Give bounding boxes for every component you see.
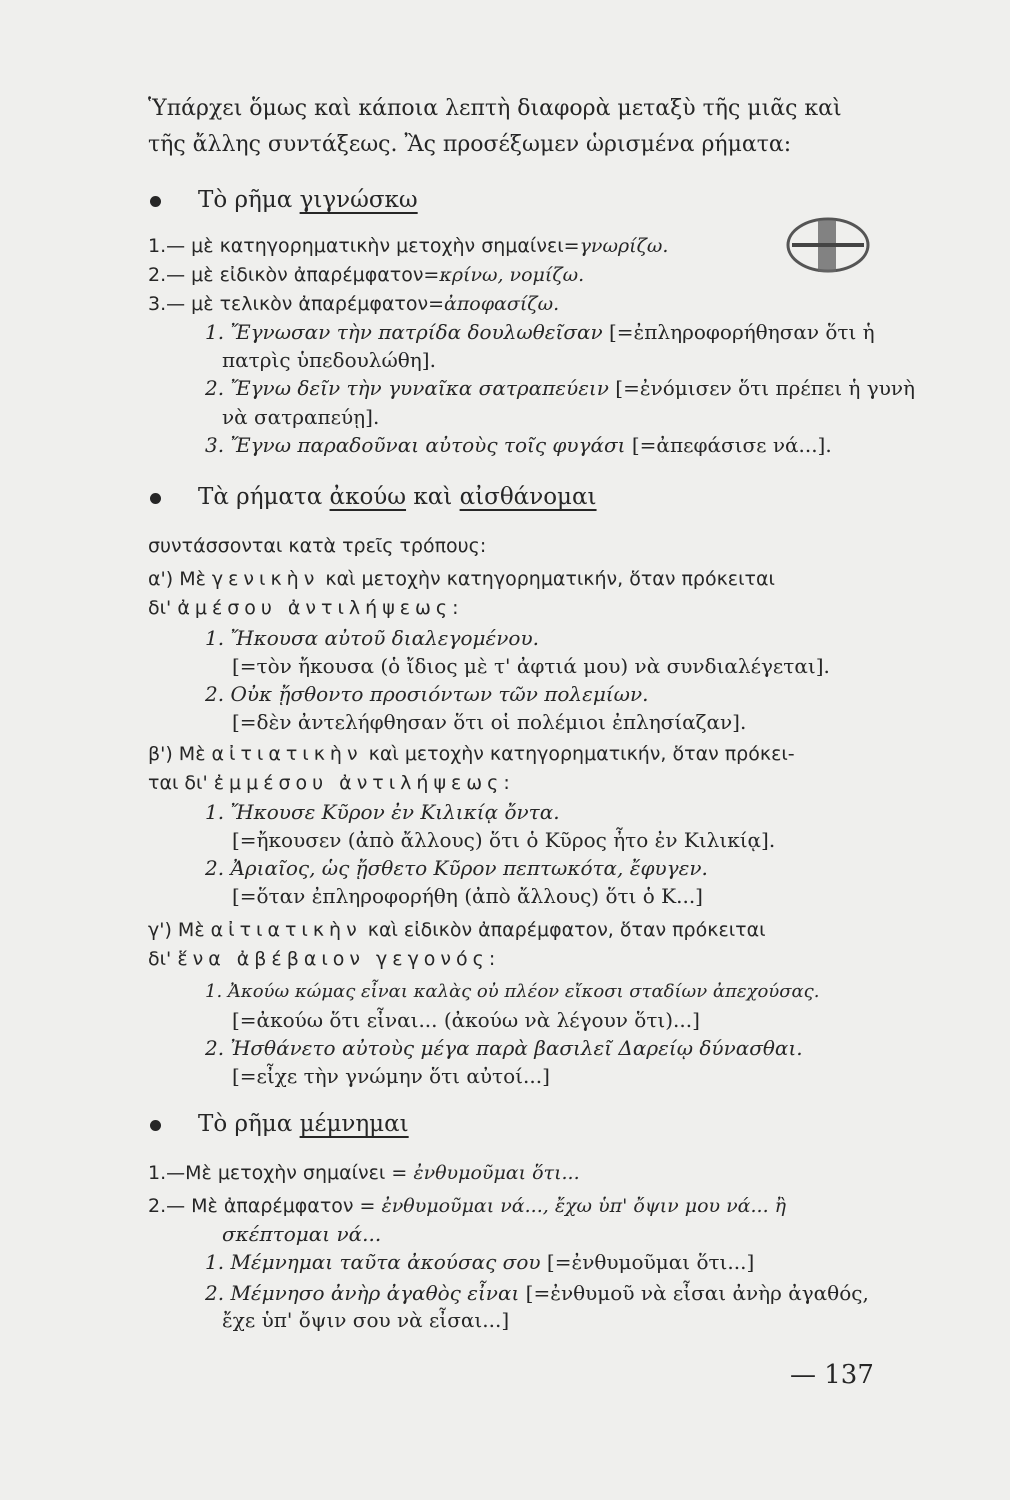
case-a-translation-1: [=τὸν ἤκουσα (ὁ ἴδιος μὲ τ' ἀφτιά μου) νὰ συνδιαλέγεται].	[232, 654, 830, 678]
section-heading-gignosko	[198, 186, 418, 214]
case-b-line-1: β') Μὲ αἰτιατικὴν καὶ μετοχὴν κατηγορηματικήν, ὅταν πρόκει-	[148, 743, 795, 765]
memnemai-meaning-1: 1.—Μὲ μετοχὴν σημαίνει = ἐνθυμοῦμαι ὅτι...	[148, 1162, 580, 1184]
case-c-translation-2: [=εἶχε τὴν γνώμην ὅτι αὐτοί...]	[232, 1064, 550, 1088]
case-a-line-1: α') Μὲ γενικὴν καὶ μετοχὴν κατηγορηματικήν, ὅταν πρόκειται	[148, 568, 775, 590]
bullet-icon	[150, 493, 161, 504]
case-c-example-1: 1. Ἀκούω κώμας εἶναι καλὰς οὐ πλέον εἴκοσι σταδίων ἀπεχούσας.	[205, 981, 820, 1002]
page-number: — 137	[790, 1360, 874, 1390]
meaning-1: 1.— μὲ κατηγορηματικὴν μετοχὴν σημαίνει=γνωρίζω.	[148, 235, 669, 257]
case-a-translation-2: [=δὲν ἀντελήφθησαν ὅτι οἱ πολέμιοι ἐπλησίαζαν].	[232, 710, 747, 734]
section-2-intro: συντάσσονται κατὰ τρεῖς τρόπους:	[148, 535, 487, 557]
meaning-2: 2.— μὲ εἰδικὸν ἀπαρέμφατον=κρίνω, νομίζω.	[148, 264, 585, 286]
case-a-example-2: 2. Οὐκ ᾔσθοντο προσιόντων τῶν πολεμίων.	[205, 682, 649, 706]
example-2: 2. Ἔγνω δεῖν τὴν γυναῖκα σατραπεύειν [=ἐνόμισεν ὅτι πρέπει ἡ γυνὴ	[205, 376, 916, 400]
section-heading-memnemai: Τὸ ρῆμα μέμνημαι	[198, 1111, 409, 1137]
bullet-icon	[150, 1120, 161, 1131]
bullet-icon	[150, 196, 161, 207]
example-1-cont: πατρὶς ὑπεδουλώθη].	[222, 348, 436, 372]
case-b-example-2: 2. Ἀριαῖος, ὡς ᾔσθετο Κῦρον πεπτωκότα, ἔφυγεν.	[205, 856, 708, 880]
case-c-line-2: δι' ἕνα ἀβέβαιον γεγονός:	[148, 948, 501, 970]
verb-gignosko: γιγνώσκω	[299, 187, 418, 213]
memnemai-meaning-2-cont: σκέπτομαι νά...	[222, 1222, 382, 1246]
case-b-translation-2: [=ὅταν ἐπληροφορήθη (ἀπὸ ἄλλους) ὅτι ὁ Κ...]	[232, 884, 703, 908]
case-b-line-2: ται δι' ἐμμέσου ἀντιλήψεως:	[148, 772, 515, 794]
memnemai-example-1: 1. Μέμνημαι ταῦτα ἀκούσας σου [=ἐνθυμοῦμαι ὅτι...]	[205, 1250, 755, 1274]
case-c-line-1: γ') Μὲ αἰτιατικὴν καὶ εἰδικὸν ἀπαρέμφατον, ὅταν πρόκειται	[148, 919, 766, 941]
stamp-mark	[778, 210, 878, 280]
example-1: 1. Ἔγνωσαν τὴν πατρίδα δουλωθεῖσαν [=ἐπληροφορήθησαν ὅτι ἡ	[205, 320, 875, 344]
memnemai-example-2-cont: ἔχε ὑπ' ὄψιν σου νὰ εἶσαι...]	[222, 1308, 510, 1332]
example-3: 3. Ἔγνω παραδοῦναι αὐτοὺς τοῖς φυγάσι [=ἀπεφάσισε νά...].	[205, 433, 832, 457]
memnemai-example-2: 2. Μέμνησο ἀνὴρ ἀγαθὸς εἶναι [=ἐνθυμοῦ νὰ εἶσαι ἀνὴρ ἀγαθός,	[205, 1281, 869, 1305]
case-c-example-2: 2. Ἠσθάνετο αὐτοὺς μέγα παρὰ βασιλεῖ Δαρείῳ δύνασθαι.	[205, 1036, 803, 1060]
intro-line-1: Ὑπάρχει ὅμως καὶ κάποια λεπτὴ διαφορὰ μεταξὺ τῆς μιᾶς καὶ	[148, 96, 842, 121]
case-a-line-2: δι' ἀμέσου ἀντιλήψεως:	[148, 597, 464, 619]
intro-line-2: τῆς ἄλλης συντάξεως. Ἂς προσέξωμεν ὡρισμένα ρήματα:	[148, 132, 792, 157]
case-b-translation-1: [=ἤκουσεν (ἀπὸ ἄλλους) ὅτι ὁ Κῦρος ἦτο ἐν Κιλικίᾳ].	[232, 828, 776, 852]
meaning-3: 3.— μὲ τελικὸν ἀπαρέμφατον=ἀποφασίζω.	[148, 293, 560, 315]
memnemai-meaning-2: 2.— Μὲ ἀπαρέμφατον = ἐνθυμοῦμαι νά..., ἔχω ὑπ' ὄψιν μου νά... ἢ	[148, 1195, 787, 1217]
section-heading-akouo: Τὰ ρήματα ἀκούω καὶ αἰσθάνομαι	[198, 484, 597, 510]
case-c-translation-1: [=ἀκούω ὅτι εἶναι... (ἀκούω νὰ λέγουν ὅτι)...]	[232, 1008, 700, 1032]
heading-prefix: Τὸ ρῆμα	[198, 187, 300, 213]
case-b-example-1: 1. Ἤκουσε Κῦρον ἐν Κιλικίᾳ ὄντα.	[205, 800, 560, 824]
case-a-example-1: 1. Ἤκουσα αὐτοῦ διαλεγομένου.	[205, 626, 539, 650]
example-2-cont: νὰ σατραπεύῃ].	[222, 405, 380, 429]
